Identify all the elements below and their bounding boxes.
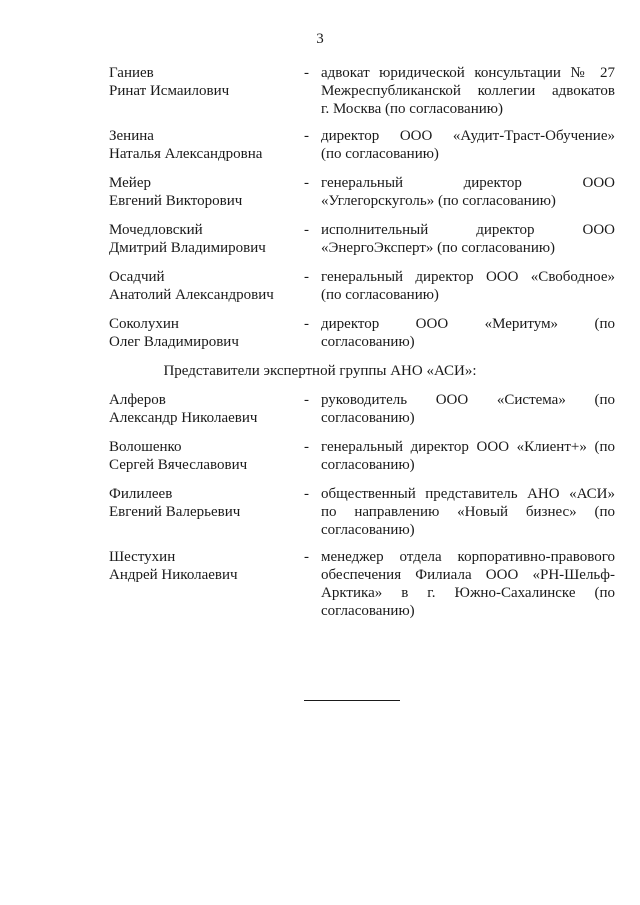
expert-given-name: Сергей Вячеславович xyxy=(109,457,248,473)
expert-given-name: Андрей Николаевич xyxy=(109,567,238,583)
position-line: согласованию) xyxy=(321,410,415,426)
dash: - xyxy=(304,269,309,285)
expert-name xyxy=(109,485,304,521)
expert-position xyxy=(321,391,615,427)
member-surname: Осадчий xyxy=(109,269,165,285)
position-line: Межреспубликанской коллегии адвокатов xyxy=(321,83,615,99)
dash: - xyxy=(304,486,309,502)
position-line: согласованию) xyxy=(321,457,415,473)
dash: - xyxy=(304,549,309,565)
position-line: (по согласованию) xyxy=(321,287,439,303)
member-name xyxy=(109,221,304,257)
expert-position xyxy=(321,485,615,539)
position-line: менеджер отдела корпоративно-правового xyxy=(321,549,615,565)
member-name xyxy=(109,64,304,100)
position-line: Арктика» в г. Южно-Сахалинске (по xyxy=(321,585,615,601)
position-line: генеральный директор ООО xyxy=(321,175,615,191)
position-line: согласованию) xyxy=(321,334,415,350)
position-line: генеральный директор ООО «Свободное» xyxy=(321,269,615,285)
member-surname: Соколухин xyxy=(109,316,179,332)
dash: - xyxy=(304,222,309,238)
expert-name xyxy=(109,391,304,427)
member-given-name: Анатолий Александрович xyxy=(109,287,274,303)
position-line: (по согласованию) xyxy=(321,146,439,162)
dash: - xyxy=(304,316,309,332)
position-line: «ЭнергоЭксперт» (по согласованию) xyxy=(321,240,556,256)
member-surname: Ганиев xyxy=(109,65,154,81)
position-line: руководитель ООО «Система» (по xyxy=(321,392,615,408)
position-line: согласованию) xyxy=(321,603,415,619)
member-given-name: Евгений Викторович xyxy=(109,193,243,209)
expert-given-name: Александр Николаевич xyxy=(109,410,258,426)
position-line: директор ООО «Аудит-Траст-Обучение» xyxy=(321,128,615,144)
expert-given-name: Евгений Валерьевич xyxy=(109,504,241,520)
expert-name xyxy=(109,438,304,474)
dash: - xyxy=(304,128,309,144)
position-line: обеспечения Филиала ООО «РН-Шельф- xyxy=(321,567,615,583)
position-line: «Углегорскуголь» (по согласованию) xyxy=(321,193,556,209)
expert-surname: Шестухин xyxy=(109,549,176,565)
position-line: генеральный директор ООО «Клиент+» (по xyxy=(321,439,615,455)
dash: - xyxy=(304,175,309,191)
member-position xyxy=(321,64,615,118)
position-line: г. Москва (по согласованию) xyxy=(321,101,503,117)
position-line: директор ООО «Меритум» (по xyxy=(321,316,615,332)
position-line: исполнительный директор ООО xyxy=(321,222,615,238)
member-position xyxy=(321,127,615,163)
position-line: по направлению «Новый бизнес» (по xyxy=(321,504,615,520)
expert-surname: Филилеев xyxy=(109,486,173,502)
member-name xyxy=(109,127,304,163)
member-position xyxy=(321,315,615,351)
page-number: 3 xyxy=(316,31,324,47)
expert-name xyxy=(109,548,304,584)
member-given-name: Олег Владимирович xyxy=(109,334,239,350)
position-line: адвокат юридической консультации № 27 xyxy=(321,65,615,81)
expert-position xyxy=(321,438,615,474)
position-line: согласованию) xyxy=(321,522,415,538)
member-position xyxy=(321,221,615,257)
expert-position xyxy=(321,548,615,620)
dash: - xyxy=(304,65,309,81)
dash: - xyxy=(304,392,309,408)
member-surname: Мейер xyxy=(109,175,151,191)
member-name xyxy=(109,174,304,210)
expert-surname: Волошенко xyxy=(109,439,182,455)
member-given-name: Дмитрий Владимирович xyxy=(109,240,266,256)
member-position xyxy=(321,174,615,210)
section-heading: Представители экспертной группы АНО «АСИ»: xyxy=(163,363,477,379)
position-line: общественный представитель АНО «АСИ» xyxy=(321,486,615,502)
member-name xyxy=(109,268,304,304)
expert-surname: Алферов xyxy=(109,392,166,408)
member-surname: Мочедловский xyxy=(109,222,203,238)
member-given-name: Наталья Александровна xyxy=(109,146,263,162)
member-position xyxy=(321,268,615,304)
dash: - xyxy=(304,439,309,455)
member-given-name: Ринат Исмаилович xyxy=(109,83,230,99)
member-name xyxy=(109,315,304,351)
closing-rule xyxy=(304,700,400,701)
member-surname: Зенина xyxy=(109,128,154,144)
